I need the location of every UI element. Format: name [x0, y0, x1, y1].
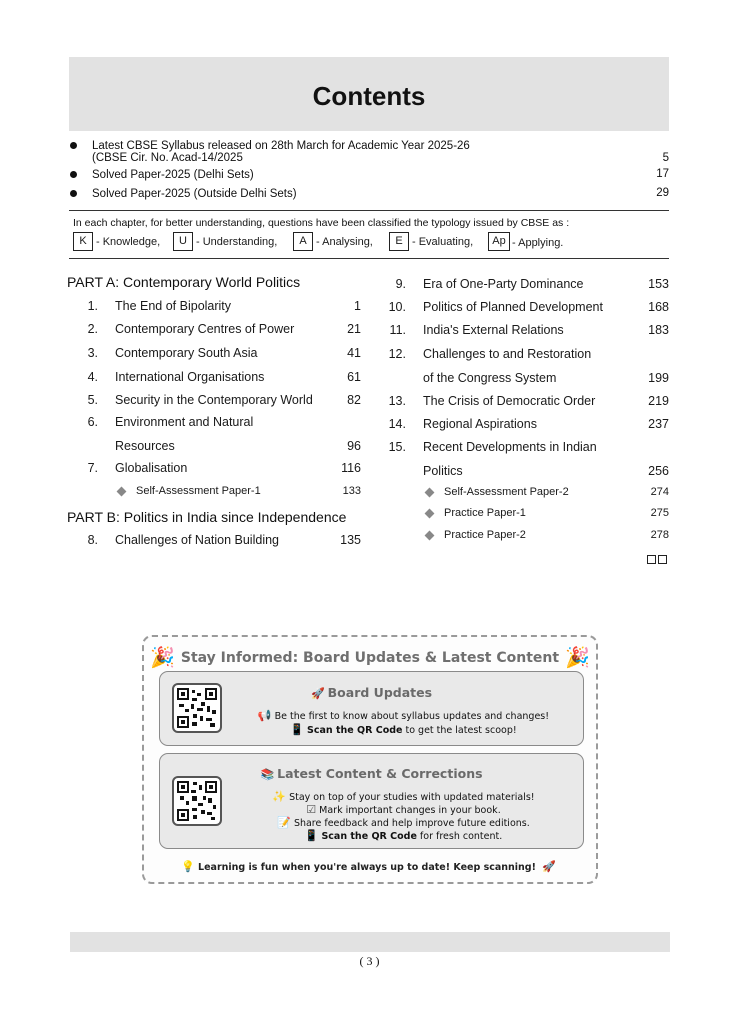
chapter-title: Challenges of Nation Building [115, 533, 279, 547]
chapter-title: International Organisations [115, 370, 265, 384]
diamond-bullet-icon [117, 487, 127, 497]
chapter-number: 2. [87, 322, 98, 336]
toc-chapter-13[interactable] [376, 394, 669, 410]
latest-content-title: 📚 Latest Content & Corrections [260, 766, 483, 781]
typology-label-knowledge: - Knowledge, [96, 236, 161, 248]
chapter-page: 256 [648, 464, 669, 478]
toc-chapter-5[interactable] [68, 393, 361, 409]
chapter-page: 21 [347, 322, 361, 336]
toc-chapter-14[interactable] [376, 417, 669, 433]
extra-title: Self-Assessment Paper-1 [136, 485, 261, 497]
toc-chapter-8[interactable] [68, 533, 361, 549]
chapter-page: 135 [340, 533, 361, 547]
chapter-title-continued: Resources [115, 439, 175, 453]
page-title: Contents [312, 81, 426, 111]
intro-item-syllabus[interactable] [70, 139, 670, 167]
chapter-title: Contemporary Centres of Power [115, 322, 295, 336]
toc-chapter-9[interactable] [376, 277, 669, 293]
chapter-number: 15. [388, 440, 406, 454]
chapter-page: 153 [648, 277, 669, 291]
typology-label-analysing: - Analysing, [316, 236, 373, 248]
chapter-title: India's External Relations [423, 323, 564, 337]
rocket-icon: 🚀 [310, 687, 325, 700]
chapter-title: Globalisation [115, 461, 188, 475]
toc-chapter-2[interactable] [68, 322, 361, 338]
end-mark-icon [647, 551, 669, 569]
extra-page: 133 [342, 485, 361, 497]
chapter-title: Recent Developments in Indian [423, 440, 597, 454]
toc-chapter-6[interactable] [68, 415, 361, 455]
bullet-icon [70, 190, 77, 197]
chapter-page: 1 [354, 299, 361, 313]
chapter-title: Contemporary South Asia [115, 346, 258, 360]
extra-page: 275 [650, 507, 669, 519]
books-icon: 📚 [260, 768, 275, 781]
board-updates-scan-line: 📱 Scan the QR Code to get the latest scoop! [290, 723, 517, 736]
megaphone-icon: 📢 [257, 709, 272, 722]
chapter-page: 183 [648, 323, 669, 337]
chapter-title-continued: Politics [423, 464, 463, 478]
intro-item-page: 17 [656, 168, 669, 180]
bullet-icon [70, 142, 77, 149]
toc-chapter-1[interactable] [68, 299, 361, 315]
chapter-page: 96 [347, 439, 361, 453]
footer-band [70, 932, 670, 952]
typology-label-evaluating: - Evaluating, [412, 236, 474, 248]
chapter-number: 3. [87, 346, 98, 360]
toc-self-assessment-1[interactable] [118, 485, 361, 499]
typology-code-e: E [389, 232, 409, 251]
phone-icon: 📱 [304, 829, 319, 842]
chapter-page: 82 [347, 393, 361, 407]
chapter-number: 14. [388, 417, 406, 431]
chapter-title: Politics of Planned Development [423, 300, 603, 314]
diamond-bullet-icon [425, 531, 435, 541]
qr-code-icon[interactable] [172, 776, 222, 826]
chapter-title: The Crisis of Democratic Order [423, 394, 596, 408]
chapter-page: 219 [648, 394, 669, 408]
board-updates-title: 🚀 Board Updates [310, 685, 433, 700]
chapter-title: Regional Aspirations [423, 417, 537, 431]
toc-chapter-10[interactable] [376, 300, 669, 316]
toc-chapter-11[interactable] [376, 323, 669, 339]
checkbox-icon: ☑ [306, 803, 317, 816]
typology-label-understanding: - Understanding, [196, 236, 278, 248]
toc-chapter-15[interactable] [376, 440, 669, 480]
chapter-number: 9. [395, 277, 406, 291]
chapter-page: 61 [347, 370, 361, 384]
promo-box [142, 635, 598, 884]
typology-label-applying: - Applying. [512, 237, 564, 249]
board-updates-line: 📢 Be the first to know about syllabus updates and changes! [257, 709, 550, 722]
intro-item-title: Solved Paper-2025 (Outside Delhi Sets) [92, 188, 297, 200]
intro-item-title: Latest CBSE Syllabus released on 28th March for Academic Year 2025-26 [92, 140, 470, 152]
chapter-number: 7. [87, 461, 98, 475]
intro-item-delhi[interactable] [70, 168, 670, 182]
latest-content-scan-line: 📱 Scan the QR Code for fresh content. [304, 829, 503, 842]
chapter-page: 237 [648, 417, 669, 431]
chapter-number: 13. [388, 394, 406, 408]
chapter-number: 10. [388, 300, 406, 314]
part-b-title: PART B: Politics in India since Independence [67, 509, 347, 525]
extra-title: Practice Paper-1 [444, 507, 526, 519]
intro-item-page: 5 [662, 152, 669, 164]
chapter-number: 6. [87, 415, 98, 429]
party-popper-icon: 🎉 [150, 647, 175, 669]
typology-code-k: K [73, 232, 93, 251]
extra-title: Practice Paper-2 [444, 529, 526, 541]
divider [69, 210, 669, 211]
extra-page: 274 [650, 486, 669, 498]
toc-chapter-12[interactable] [376, 347, 669, 387]
extra-page: 278 [650, 529, 669, 541]
board-updates-card [159, 671, 584, 746]
page-number: ( 3 ) [359, 954, 380, 968]
toc-practice-paper-2[interactable] [426, 529, 669, 543]
promo-heading: Stay Informed: Board Updates & Latest Content [180, 650, 560, 666]
intro-item-outside-delhi[interactable] [70, 187, 670, 201]
chapter-title-continued: of the Congress System [423, 371, 557, 385]
chapter-number: 5. [87, 393, 98, 407]
latest-content-line-2: ☑ Mark important changes in your book. [306, 803, 501, 816]
chapter-title: Security in the Contemporary World [115, 393, 313, 407]
chapter-title: Environment and Natural [115, 415, 254, 429]
toc-chapter-7[interactable] [68, 461, 361, 477]
typology-code-a: A [293, 232, 313, 251]
chapter-page: 41 [347, 346, 361, 360]
intro-item-page: 29 [656, 187, 669, 199]
bullet-icon [70, 171, 77, 178]
chapter-page: 199 [648, 371, 669, 385]
chapter-number: 12. [388, 347, 406, 361]
chapter-page: 116 [341, 461, 361, 475]
latest-content-line-3: 📝 Share feedback and help improve future editions. [277, 816, 530, 829]
chapter-page: 168 [648, 300, 669, 314]
chapter-number: 8. [87, 533, 98, 547]
toc-self-assessment-2[interactable] [426, 486, 669, 500]
chapter-title: Challenges to and Restoration [423, 347, 592, 361]
toc-chapter-3[interactable] [68, 346, 361, 362]
contents-header [69, 57, 669, 131]
rocket-icon: 🚀 [541, 860, 556, 873]
chapter-title: Era of One-Party Dominance [423, 277, 584, 291]
typology-code-u: U [173, 232, 193, 251]
chapter-number: 11. [389, 323, 406, 337]
sparkle-icon: ✨ [272, 790, 287, 803]
promo-footer: 💡 Learning is fun when you're always up to date! Keep scanning! 🚀 [181, 860, 556, 873]
chapter-number: 4. [87, 370, 98, 384]
typology-note: In each chapter, for better understanding, questions have been classified the typology issued by CBSE as : [73, 217, 570, 229]
divider [69, 258, 669, 259]
toc-practice-paper-1[interactable] [426, 507, 669, 521]
latest-content-card [159, 753, 584, 849]
toc-chapter-4[interactable] [68, 370, 361, 386]
diamond-bullet-icon [425, 488, 435, 498]
chapter-number: 1. [87, 299, 98, 313]
memo-icon: 📝 [277, 816, 291, 829]
latest-content-line-1: ✨ Stay on top of your studies with updated materials! [272, 790, 535, 803]
lightbulb-icon: 💡 [181, 860, 196, 873]
part-a-title: PART A: Contemporary World Politics [67, 274, 301, 290]
party-popper-icon: 🎉 [565, 647, 590, 669]
extra-title: Self-Assessment Paper-2 [444, 486, 569, 498]
phone-icon: 📱 [290, 723, 305, 736]
diamond-bullet-icon [425, 509, 435, 519]
typology-code-ap: Ap [488, 232, 510, 251]
intro-item-title: Solved Paper-2025 (Delhi Sets) [92, 169, 254, 181]
chapter-title: The End of Bipolarity [115, 299, 232, 313]
intro-item-subtitle: (CBSE Cir. No. Acad-14/2025 [92, 152, 243, 164]
